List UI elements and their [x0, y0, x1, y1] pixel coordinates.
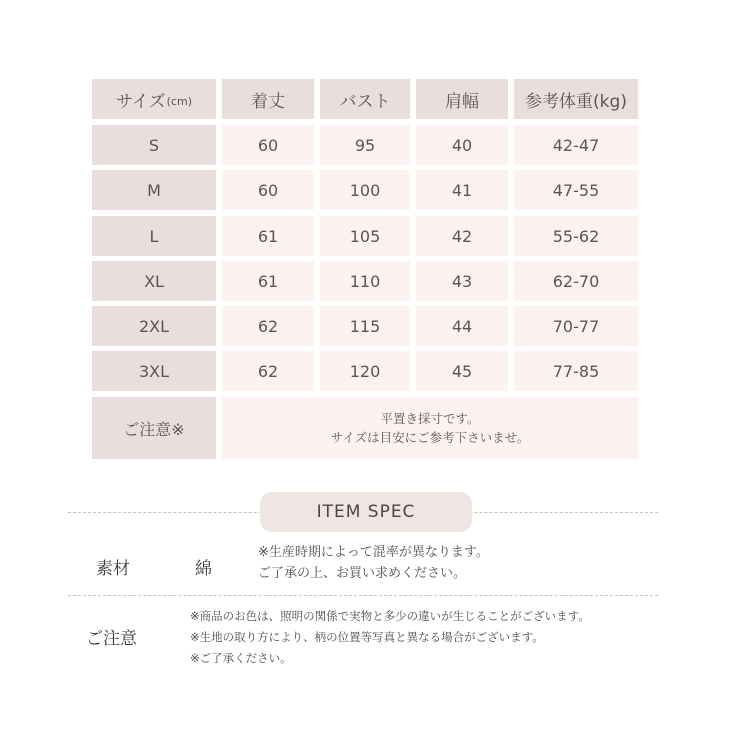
caution-note-line: ※ご了承ください。 [190, 651, 292, 665]
header-col-0: 着丈 [222, 79, 314, 119]
row-value: 60 [222, 125, 314, 165]
row-value: 55-62 [514, 216, 638, 256]
row-value: 62-70 [514, 261, 638, 301]
row-size-label: 3XL [92, 351, 216, 391]
header-col-1: バスト [320, 79, 410, 119]
row-value: 100 [320, 170, 410, 210]
row-size-label: XL [92, 261, 216, 301]
row-value: 42 [416, 216, 508, 256]
material-label: 素材 [96, 559, 130, 579]
header-col-2: 肩幅 [416, 79, 508, 119]
row-value: 47-55 [514, 170, 638, 210]
note-line: 平置き採寸です。 [380, 411, 480, 426]
header-size [92, 79, 216, 119]
row-value: 115 [320, 306, 410, 346]
header-size-unit: (cm) [166, 94, 192, 108]
row-size-label: L [92, 216, 216, 256]
row-value: 60 [222, 170, 314, 210]
note-label: ご注意※ [92, 397, 216, 459]
caution-label: ご注意 [86, 629, 137, 649]
row-value: 44 [416, 306, 508, 346]
header-size-label: サイズ [116, 91, 166, 112]
row-value: 95 [320, 125, 410, 165]
row-value: 77-85 [514, 351, 638, 391]
caution-note-line: ※商品のお色は、照明の関係で実物と多少の違いが生じることがございます。 [190, 609, 590, 623]
material-note-line: ※生産時期によって混率が異なります。 [258, 545, 489, 560]
caution-note-line: ※生地の取り方により、柄の位置等写真と異なる場合がございます。 [190, 630, 544, 644]
note-line: サイズは目安にご参考下さいませ。 [330, 430, 530, 445]
row-value: 105 [320, 216, 410, 256]
row-value: 45 [416, 351, 508, 391]
row-value: 40 [416, 125, 508, 165]
material-notes [258, 542, 489, 584]
row-size-label: 2XL [92, 306, 216, 346]
row-value: 110 [320, 261, 410, 301]
header-col-3: 参考体重(kg) [514, 79, 638, 119]
row-size-label: S [92, 125, 216, 165]
note-text [222, 397, 638, 459]
material-note-line: ご了承の上、お買い求めください。 [258, 566, 467, 581]
material-value: 綿 [195, 559, 212, 579]
row-value: 62 [222, 306, 314, 346]
row-value: 70-77 [514, 306, 638, 346]
row-value: 62 [222, 351, 314, 391]
divider [68, 595, 658, 596]
row-value: 61 [222, 261, 314, 301]
row-size-label: M [92, 170, 216, 210]
item-spec-title: ITEM SPEC [260, 492, 472, 532]
caution-notes [190, 606, 590, 669]
row-value: 41 [416, 170, 508, 210]
row-value: 43 [416, 261, 508, 301]
row-value: 42-47 [514, 125, 638, 165]
row-value: 120 [320, 351, 410, 391]
row-value: 61 [222, 216, 314, 256]
